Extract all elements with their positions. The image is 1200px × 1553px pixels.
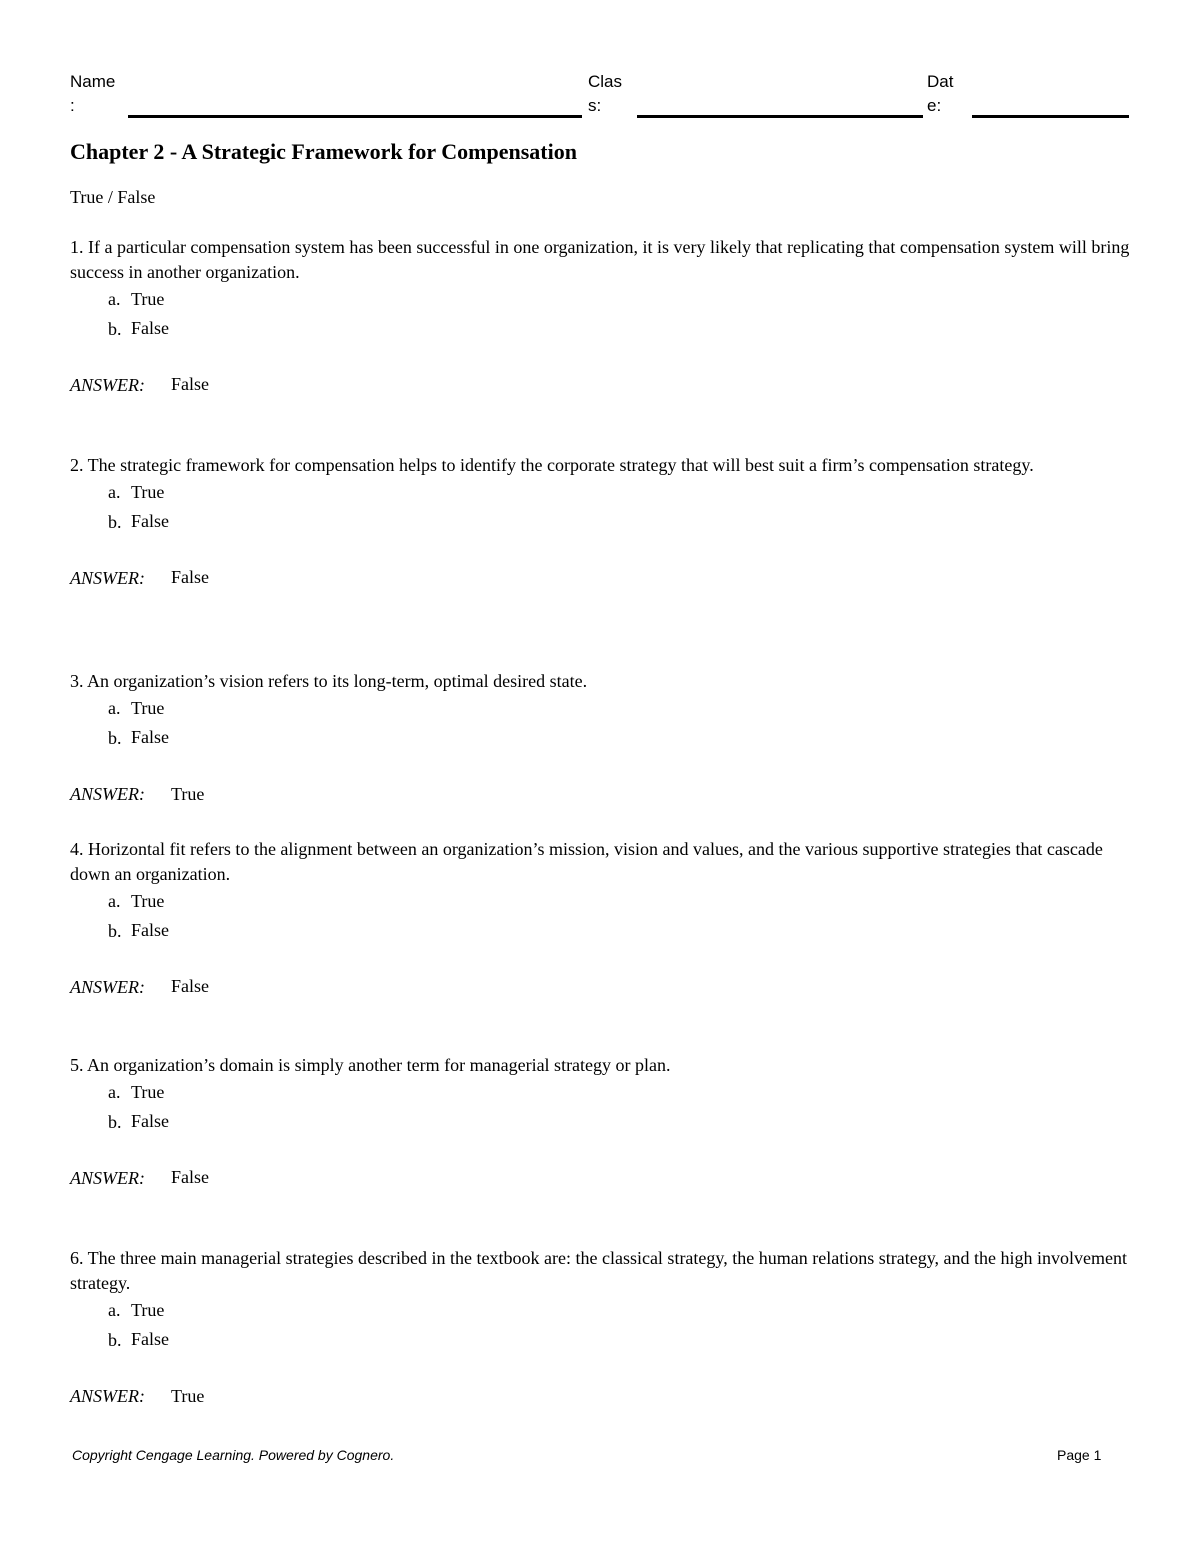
date-label-line1: Dat [927, 72, 954, 91]
option-b[interactable] [70, 724, 1130, 780]
answer-value: False [171, 374, 209, 394]
answer-value: False [171, 1167, 209, 1187]
option-letter: b. [108, 1330, 122, 1350]
option-a[interactable] [70, 1078, 1130, 1108]
answer-row [70, 564, 1130, 620]
question-3 [70, 669, 1130, 810]
class-field-label [588, 70, 622, 118]
option-b[interactable] [70, 1326, 1130, 1382]
option-text: True [131, 289, 165, 309]
option-a[interactable] [70, 887, 1130, 917]
option-a[interactable] [70, 478, 1130, 508]
option-letter: b. [108, 1112, 122, 1132]
option-letter: b. [108, 512, 122, 532]
answer-label: ANSWER: [70, 1386, 145, 1406]
question-stem: 3. An organization’s vision refers to its long-term, optimal desired state. [70, 671, 588, 691]
option-a[interactable] [70, 285, 1130, 315]
option-letter: b. [108, 921, 122, 941]
answer-label: ANSWER: [70, 977, 145, 997]
answer-label: ANSWER: [70, 568, 145, 588]
option-b[interactable] [70, 917, 1130, 973]
answer-value: True [171, 1386, 205, 1406]
date-label-line2: e: [927, 96, 942, 115]
option-text: False [131, 920, 169, 940]
question-6 [70, 1246, 1130, 1412]
option-letter: a. [108, 289, 121, 309]
name-field-label [70, 70, 115, 118]
name-blank-line[interactable] [128, 115, 582, 118]
footer-copyright: Copyright Cengage Learning. Powered by Cognero. [72, 1447, 395, 1463]
option-letter: a. [108, 1300, 121, 1320]
question-stem: 2. The strategic framework for compensation helps to identify the corporate strategy that will best suit a firm’s compensation strategy. [70, 455, 1034, 475]
question-2 [70, 453, 1130, 620]
option-b[interactable] [70, 508, 1130, 564]
option-text: True [131, 891, 165, 911]
option-text: False [131, 727, 169, 747]
question-5 [70, 1053, 1130, 1220]
class-label-line1: Clas [588, 72, 623, 91]
question-stem: 6. The three main managerial strategies described in the textbook are: the classical strategy, the human relations strategy, and the high involvement strategy. [70, 1248, 1127, 1293]
chapter-title: Chapter 2 - A Strategic Framework for Compensation [70, 139, 577, 164]
answer-row [70, 780, 1130, 810]
question-stem: 5. An organization’s domain is simply another term for managerial strategy or plan. [70, 1055, 671, 1075]
answer-label: ANSWER: [70, 784, 145, 804]
option-text: False [131, 1111, 169, 1131]
option-text: False [131, 511, 169, 531]
option-letter: a. [108, 698, 121, 718]
option-letter: b. [108, 728, 122, 748]
option-letter: a. [108, 891, 121, 911]
option-letter: a. [108, 482, 121, 502]
option-text: True [131, 1300, 165, 1320]
answer-value: False [171, 976, 209, 996]
answer-label: ANSWER: [70, 375, 145, 395]
question-stem: 4. Horizontal fit refers to the alignment between an organization’s mission, vision and values, and the various supportive strategies that cascade down an organization. [70, 839, 1103, 884]
option-text: True [131, 1082, 165, 1102]
option-b[interactable] [70, 1108, 1130, 1164]
answer-row [70, 973, 1130, 1029]
answer-label: ANSWER: [70, 1168, 145, 1188]
option-a[interactable] [70, 1296, 1130, 1326]
option-text: True [131, 482, 165, 502]
question-4 [70, 837, 1130, 1029]
answer-row [70, 1382, 1130, 1412]
class-blank-line[interactable] [637, 115, 923, 118]
option-text: False [131, 318, 169, 338]
answer-value: False [171, 567, 209, 587]
date-blank-line[interactable] [972, 115, 1129, 118]
answer-row [70, 371, 1130, 427]
date-field-label [927, 70, 953, 118]
answer-value: True [171, 784, 205, 804]
name-label-line1: Name [70, 72, 116, 91]
option-letter: b. [108, 319, 122, 339]
option-text: True [131, 698, 165, 718]
footer-page-number: Page 1 [1057, 1447, 1102, 1463]
question-stem: 1. If a particular compensation system has been successful in one organization, it is very likely that replicating that compensation system will bring success in another organization. [70, 237, 1130, 282]
option-letter: a. [108, 1082, 121, 1102]
name-label-line2: : [70, 96, 75, 115]
answer-row [70, 1164, 1130, 1220]
section-heading: True / False [70, 187, 156, 207]
option-a[interactable] [70, 694, 1130, 724]
class-label-line2: s: [588, 96, 602, 115]
option-b[interactable] [70, 315, 1130, 371]
option-text: False [131, 1329, 169, 1349]
question-1 [70, 235, 1130, 427]
